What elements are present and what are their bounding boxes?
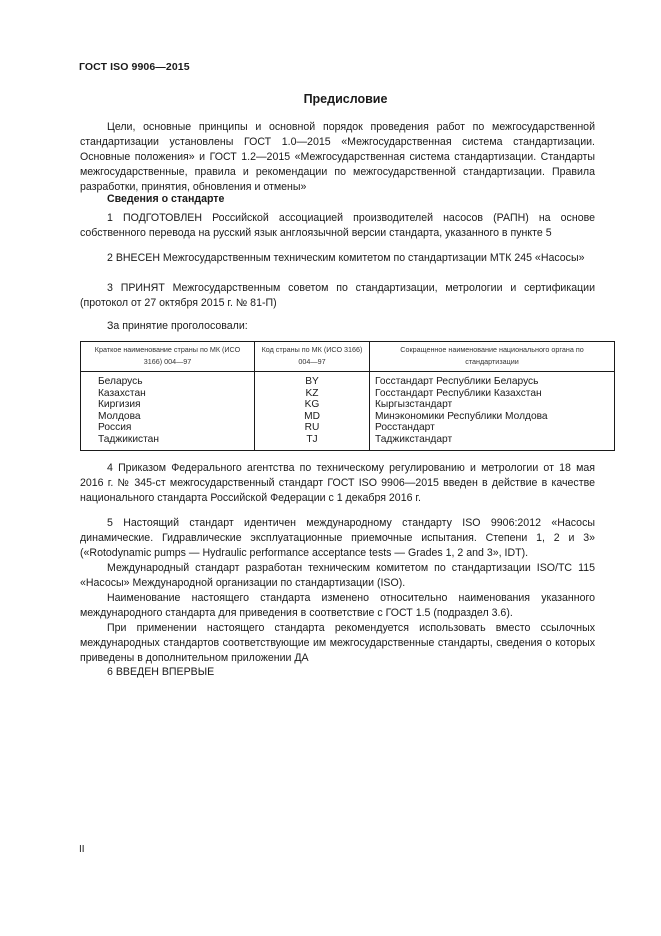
item-5-usage-paragraph: При применении настоящего стандарта рекомендуется использовать вместо ссылочных международных стандартов соответствующие им межгосударственные стандарты, сведения о которых приведены в дополнительном приложении ДА bbox=[80, 622, 595, 664]
item-3-paragraph: 3 ПРИНЯТ Межгосударственным советом по стандартизации, метрологии и сертификации (протокол от 27 октября 2015 г. № 81-П) bbox=[80, 282, 595, 309]
table-row bbox=[81, 372, 615, 388]
intro-paragraph: Цели, основные принципы и основной порядок проведения работ по межгосударственной стандартизации установлены ГОСТ 1.0—2015 «Межгосударственная система стандартизации. Основные положения» и ГОСТ 1.2—2015 «Межгосударственная система стандартизации. Стандарты межгосударственные, правила и рекомендации по межгосударственной стандартизации. Правила разработки, принятия, обновления и отмены» bbox=[80, 121, 595, 193]
country-cell: Казахстан bbox=[81, 388, 255, 400]
column-header-code: Код страны по МК (ИСО 3166) 004—97 bbox=[255, 342, 370, 372]
table-row bbox=[81, 388, 615, 400]
item-2-paragraph: 2 ВНЕСЕН Межгосударственным техническим комитетом по стандартизации МТК 245 «Насосы» bbox=[107, 252, 585, 264]
country-cell: Молдова bbox=[81, 411, 255, 423]
page-number: II bbox=[79, 844, 85, 855]
body-cell: Минэкономики Республики Молдова bbox=[370, 411, 615, 423]
table-row bbox=[81, 434, 615, 450]
item-5-name-paragraph: Наименование настоящего стандарта изменено относительно наименования указанного международного стандарта для приведения в соответствие с ГОСТ 1.5 (подраздел 3.6). bbox=[80, 592, 595, 619]
country-cell: Россия bbox=[81, 422, 255, 434]
body-cell: Таджикстандарт bbox=[370, 434, 615, 450]
item-5-tc-paragraph: Международный стандарт разработан техническим комитетом по стандартизации ISO/TC 115 «Насосы» Международной организации по стандартизации (ISO). bbox=[80, 562, 595, 589]
section-title: Сведения о стандарте bbox=[107, 193, 225, 205]
page-title: Предисловие bbox=[303, 92, 388, 106]
table-header-row bbox=[81, 342, 615, 372]
code-cell: KZ bbox=[255, 388, 370, 400]
code-cell: BY bbox=[255, 372, 370, 388]
table-row bbox=[81, 411, 615, 423]
country-cell: Таджикистан bbox=[81, 434, 255, 450]
body-cell: Госстандарт Республики Беларусь bbox=[370, 372, 615, 388]
item-4-paragraph: 4 Приказом Федерального агентства по техническому регулированию и метрологии от 18 мая 2016 г. № 345-ст межгосударственный стандарт ГОСТ ISO 9906—2015 введен в действие в качестве национального стандарта Российской Федерации с 1 декабря 2016 г. bbox=[80, 462, 595, 504]
table-row bbox=[81, 422, 615, 434]
code-cell: RU bbox=[255, 422, 370, 434]
item-5-paragraph: 5 Настоящий стандарт идентичен международному стандарту ISO 9906:2012 «Насосы динамические. Гидравлические эксплуатационные приемочные испытания. Степени 1, 2 и 3» («Rotodynamic pumps — Hydraulic performance acceptance tests — Grades 1, 2 and 3», IDT). bbox=[80, 517, 595, 559]
vote-label: За принятие проголосовали: bbox=[107, 320, 248, 332]
document-header: ГОСТ ISO 9906—2015 bbox=[79, 61, 190, 73]
body-cell: Госстандарт Республики Казахстан bbox=[370, 388, 615, 400]
code-cell: KG bbox=[255, 399, 370, 411]
body-cell: Росстандарт bbox=[370, 422, 615, 434]
countries-table bbox=[80, 341, 615, 451]
code-cell: TJ bbox=[255, 434, 370, 450]
table-row bbox=[81, 399, 615, 411]
country-cell: Киргизия bbox=[81, 399, 255, 411]
column-header-body: Сокращенное наименование национального органа по стандартизации bbox=[370, 342, 615, 372]
code-cell: MD bbox=[255, 411, 370, 423]
item-1-paragraph: 1 ПОДГОТОВЛЕН Российской ассоциацией производителей насосов (РАПН) на основе собственного перевода на русский язык англоязычной версии стандарта, указанного в пункте 5 bbox=[80, 212, 595, 239]
column-header-country: Краткое наименование страны по МК (ИСО 3166) 004—97 bbox=[81, 342, 255, 372]
body-cell: Кыргызстандарт bbox=[370, 399, 615, 411]
country-cell: Беларусь bbox=[81, 372, 255, 388]
item-6-paragraph: 6 ВВЕДЕН ВПЕРВЫЕ bbox=[107, 666, 215, 678]
